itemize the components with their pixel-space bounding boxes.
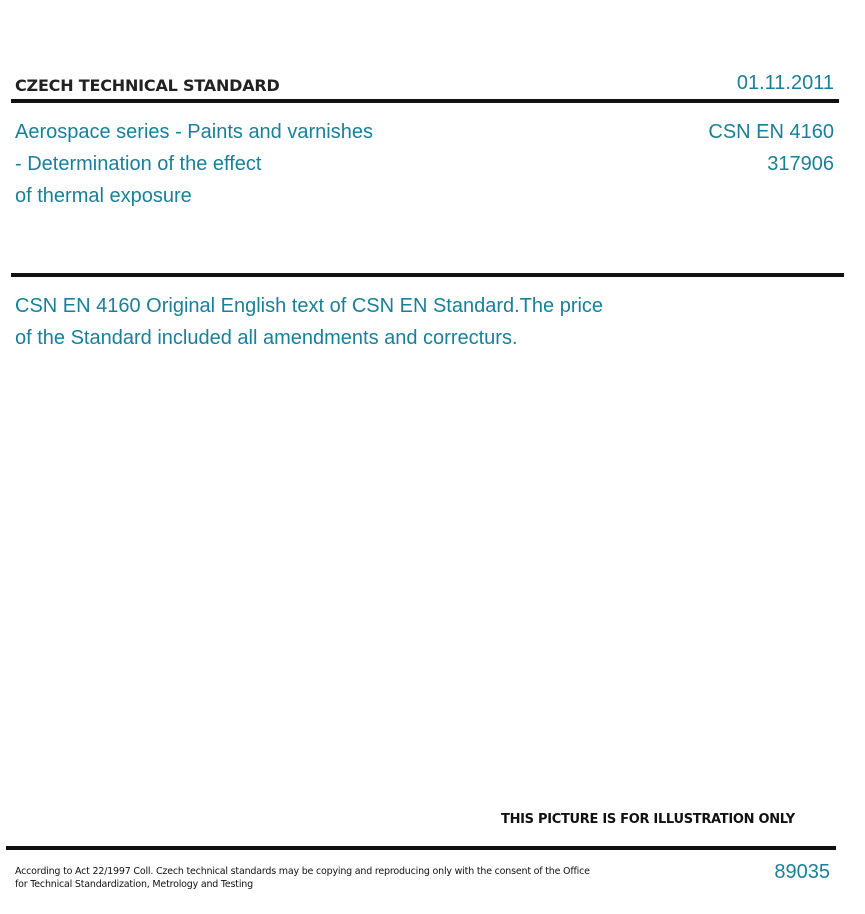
legal-line: for Technical Standardization, Metrology and Testing [15,879,253,890]
standard-code: CSN EN 4160 [708,121,834,143]
standard-title [15,116,373,212]
footer-divider [6,846,836,850]
description-line: of the Standard included all amendments and correcturs. [15,327,518,349]
standard-title-line: Aerospace series - Paints and varnishes [15,121,373,143]
description-line: CSN EN 4160 Original English text of CSN EN Standard.The price [15,295,604,317]
illustration-disclaimer: THIS PICTURE IS FOR ILLUSTRATION ONLY [501,812,795,827]
legal-notice [15,865,595,891]
publication-date: 01.11.2011 [736,72,834,94]
standard-title-line: of thermal exposure [15,185,192,207]
header-divider [11,99,839,103]
standard-identifiers [708,116,834,180]
standard-description [15,290,695,354]
section-divider [11,273,844,277]
legal-line: According to Act 22/1997 Coll. Czech technical standards may be copying and reproducing only with the consent of the Office [15,866,590,877]
standard-title-line: - Determination of the effect [15,153,262,175]
standard-number: 317906 [767,153,834,175]
document-type-heading: CZECH TECHNICAL STANDARD [15,76,280,95]
catalog-id: 89035 [774,861,830,883]
